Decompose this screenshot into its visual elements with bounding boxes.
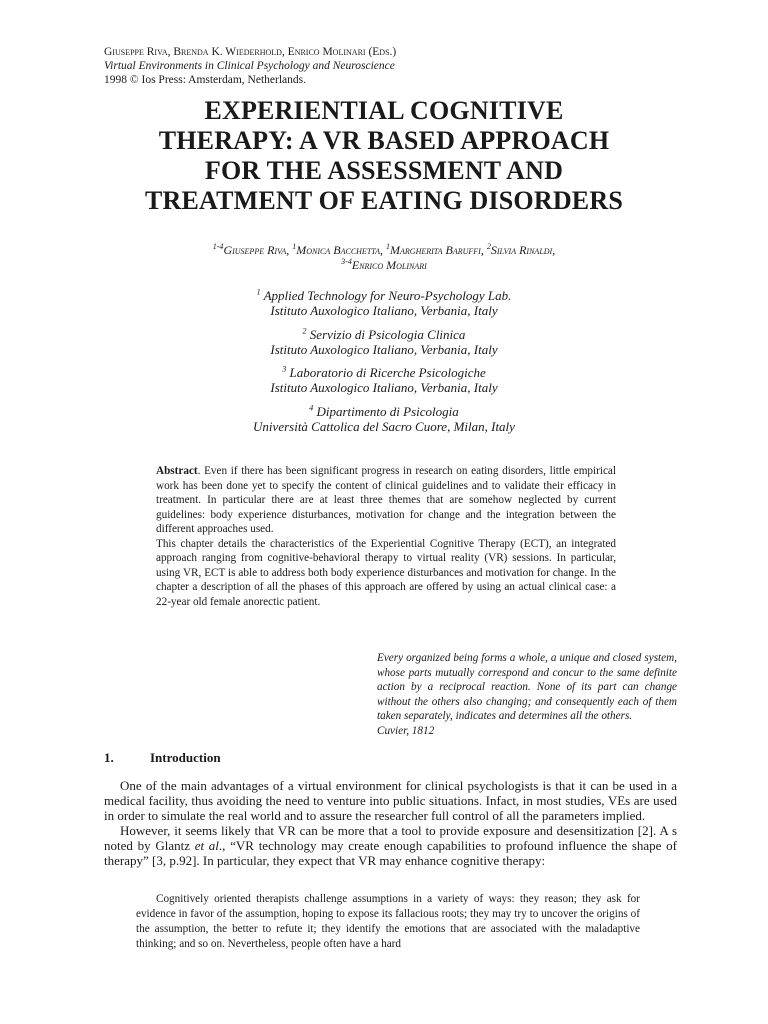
affiliation — [140, 288, 628, 318]
book-title-line: Virtual Environments in Clinical Psychology and Neuroscience — [104, 60, 395, 72]
section-title: Introduction — [150, 750, 221, 765]
author-name: Margherita Baruffi, — [390, 243, 484, 257]
body-paragraph: One of the main advantages of a virtual environment for clinical psychologists is that it can be used in a medical facility, thus avoiding the need to venture into public situations. Infact, in most studies, VEs are used in order to simulate the real world and to assure the researcher full control of all the parameters implied. — [104, 778, 677, 823]
section-number: 1. — [104, 750, 114, 765]
affiliation-name: Servizio di Psicologia Clinica — [309, 327, 466, 342]
affiliation-place: Istituto Auxologico Italiano, Verbania, Italy — [270, 380, 498, 395]
block-quote — [136, 892, 640, 952]
affiliation-place: Istituto Auxologico Italiano, Verbania, Italy — [270, 342, 498, 357]
affiliation — [140, 327, 628, 357]
affiliation-place: Istituto Auxologico Italiano, Verbania, Italy — [270, 303, 498, 318]
publisher-line: 1998 © Ios Press: Amsterdam, Netherlands. — [104, 74, 306, 86]
epigraph-text: Every organized being forms a whole, a unique and closed system, whose parts mutually correspond and concur to the same definite action by a reciprocal reaction. None of its part can change without the others also changing; and consequently each of them taken separately, indicates and determines all the others. — [377, 652, 677, 722]
abstract-paragraph: . Even if there has been significant progress in research on eating disorders, little empirical work has been done yet to specify the content of clinical guidelines and to validate their efficacy in treatment. In particular there are at least three themes that are somehow neglected by current guidelines: body experience disturbances, motivation for change and the integration between the different approaches used. — [156, 465, 616, 535]
affiliation — [140, 365, 628, 395]
affiliation — [140, 404, 628, 434]
affiliation-sup: 4 — [309, 403, 314, 413]
author-affil-sup: 1 — [386, 242, 391, 251]
affiliation-sup: 2 — [302, 326, 307, 336]
author-affil-sup: 1 — [292, 242, 297, 251]
affiliation-name: Dipartimento di Psicologia — [316, 404, 459, 419]
affiliation-name: Laboratorio di Ricerche Psicologiche — [289, 365, 486, 380]
epigraph-attribution: Cuvier, 1812 — [377, 724, 435, 737]
author-affil-sup: 1-4 — [212, 242, 224, 251]
affiliation-sup: 1 — [256, 287, 261, 297]
affiliation-place: Università Cattolica del Sacro Cuore, Milan, Italy — [253, 419, 515, 434]
editors-line: Giuseppe Riva, Brenda K. Wiederhold, Enrico Molinari (Eds.) — [104, 46, 397, 58]
title-line: EXPERIENTIAL COGNITIVE — [204, 96, 564, 125]
author-affil-sup: 3-4 — [341, 257, 352, 266]
title-line: FOR THE ASSESSMENT AND — [204, 156, 564, 185]
author-name: Giuseppe Riva, — [223, 243, 290, 257]
abstract — [156, 464, 616, 609]
affiliation-sup: 3 — [282, 364, 287, 374]
section-heading — [104, 750, 221, 766]
author-list — [100, 243, 668, 273]
affiliation-name: Applied Technology for Neuro-Psychology Lab. — [263, 288, 512, 303]
title-line: THERAPY: A VR BASED APPROACH — [158, 126, 610, 155]
title-line: TREATMENT OF EATING DISORDERS — [145, 186, 623, 215]
author-affil-sup: 2 — [486, 242, 491, 251]
body-paragraph — [104, 823, 677, 868]
author-name: Enrico Molinari — [351, 258, 427, 272]
paper-title — [80, 96, 688, 216]
body-text — [104, 778, 677, 868]
body-text-run: et al — [194, 838, 219, 853]
block-quote-text: Cognitively oriented therapists challenge assumptions in a variety of ways: they reason; they ask for evidence in favor of the assumption, hoping to expose its fallacious roots; they may try to uncover the origins of the assumption, the better to refute it; they identify the emotions that are associated with the maladaptive thinking; and so on. Nevertheless, people often have a hard — [136, 893, 640, 950]
abstract-label: Abstract — [156, 465, 198, 477]
author-name: Silvia Rinaldi, — [490, 243, 556, 257]
epigraph — [377, 651, 677, 738]
abstract-paragraph: This chapter details the characteristics of the Experiential Cognitive Therapy (ECT), an integrated approach ranging from cognitive-behavioral therapy to virtual reality (VR) sessions. In particular, using VR, ECT is able to address both body experience disturbances and motivation for change. In the chapter a description of all the phases of this approach are offered by using an actual clinical case: a 22-year old female anorectic patient. — [156, 537, 616, 608]
body-text-run: However, it seems likely that VR can be more that a tool to provide exposure and desensitization [2]. A s noted by Glantz — [104, 823, 677, 853]
author-name: Monica Bacchetta, — [296, 243, 384, 257]
body-text-run: ., “VR technology may create enough capabilities to profound influence the shape of therapy” [3, p.92]. In particular, they expect that VR may enhance cognitive therapy: — [104, 838, 677, 868]
